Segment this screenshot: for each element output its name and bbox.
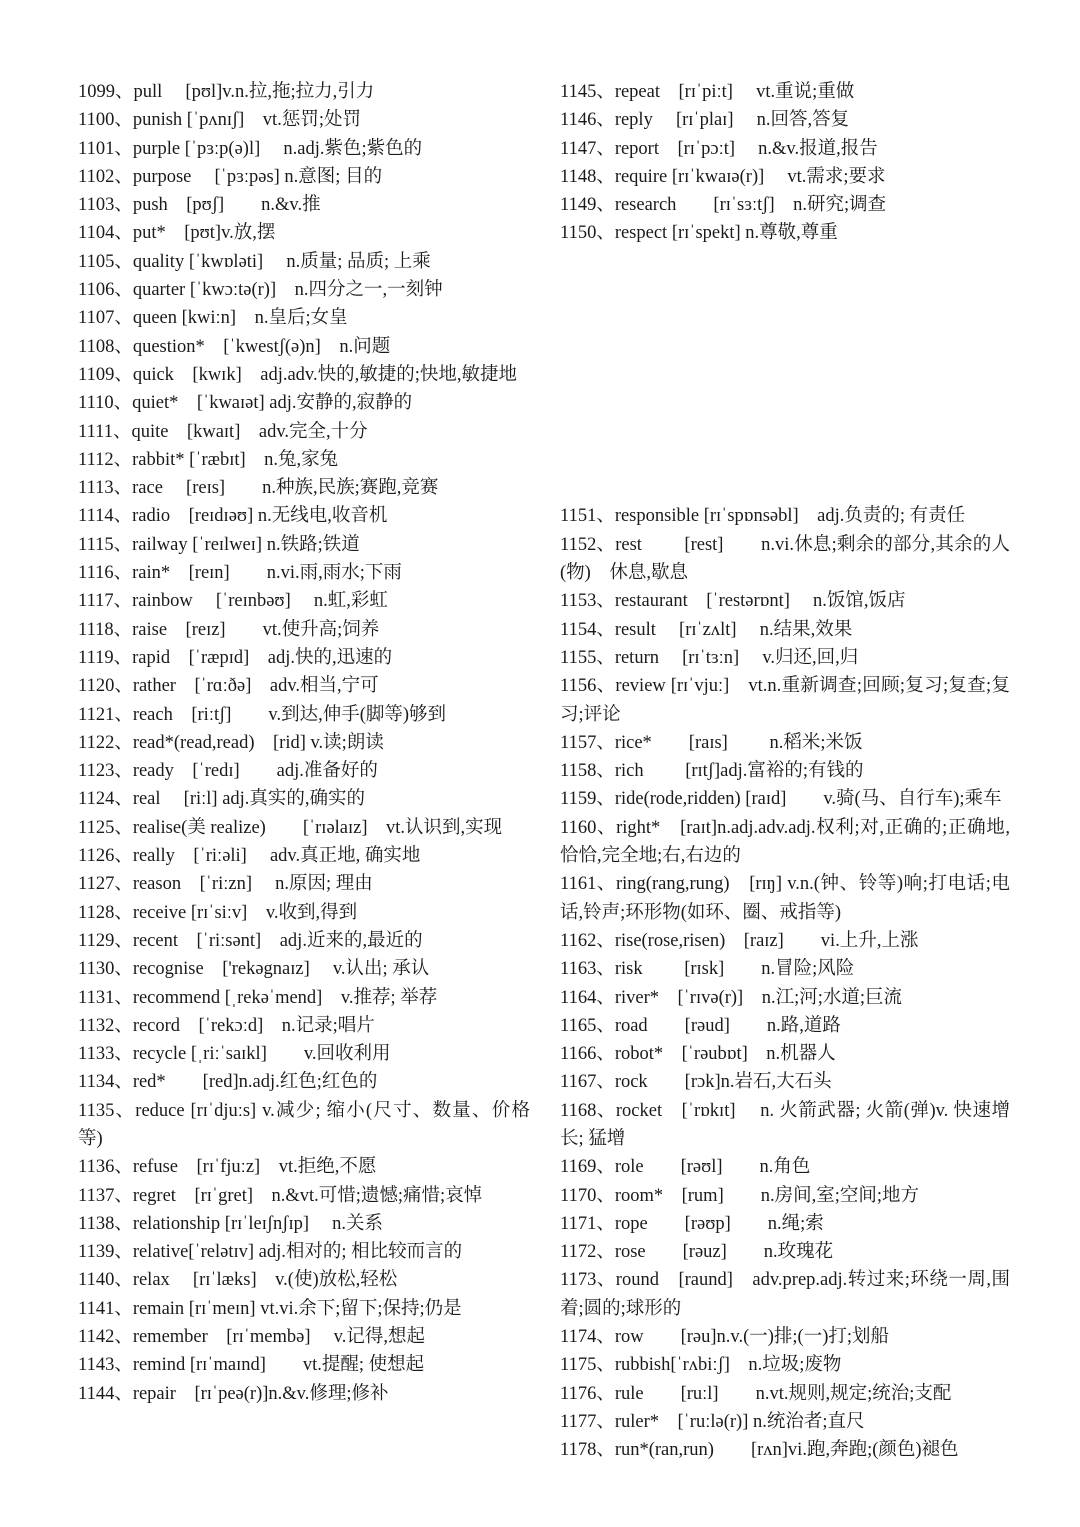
vocab-entry: 1174、row [rəu]n.v.(一)排;(一)打;划船 xyxy=(560,1327,889,1348)
vocab-entry: 1145、repeat [rɪˈpiːt] vt.重说;重做 xyxy=(560,82,855,102)
vocab-entry: 1169、role [rəʊl] n.角色 xyxy=(560,1157,811,1178)
vocab-entry: 1137、regret [rɪˈgret] n.&vt.可惜;遗憾;痛惜;哀悼 xyxy=(78,1185,483,1206)
vocab-entry: 1120、rather [ˈrɑːðə] adv.相当,宁可 xyxy=(78,676,379,697)
vocab-entry: 1160、right* [raɪt]n.adj.adv.adj.权利;对,正确的;正确地,恰恰,完全地;右,右边的 xyxy=(560,817,1010,867)
vocab-entry: 1118、raise [reɪz] vt.使升高;饲养 xyxy=(78,619,380,640)
vocab-entry: 1175、rubbish[ˈrʌbiːʃ] n.垃圾;废物 xyxy=(560,1355,842,1376)
vocab-entry: 1104、put* [pʊt]v.放,摆 xyxy=(78,223,276,244)
vocab-entry: 1131、recommend [ˌrekəˈmend] v.推荐; 举荐 xyxy=(78,987,438,1008)
right-top-group xyxy=(560,78,1010,248)
vocab-entry: 1163、risk [rɪsk] n.冒险;风险 xyxy=(560,959,855,980)
vocab-entry: 1127、reason [ˈriːzn] n.原因; 理由 xyxy=(78,874,373,895)
vocab-entry: 1099、pull [pʊl]v.n.拉,拖;拉力,引力 xyxy=(78,82,375,102)
vocab-entry: 1139、relative[ˈrelətɪv] adj.相对的; 相比较而言的 xyxy=(78,1242,463,1263)
vocab-entry: 1107、queen [kwiːn] n.皇后;女皇 xyxy=(78,308,348,329)
vocab-entry: 1133、recycle [ˌriːˈsaɪkl] v.回收利用 xyxy=(78,1044,391,1065)
vocab-entry: 1111、quite [kwaɪt] adv.完全,十分 xyxy=(78,421,368,442)
left-column xyxy=(78,78,530,1408)
vocab-entry: 1149、research [rɪˈsɜːtʃ] n.研究;调查 xyxy=(560,195,887,216)
vocab-entry: 1168、rocket [ˈrɒkɪt] n. 火箭武器; 火箭(弹)v. 快速增长; 猛增 xyxy=(560,1100,1010,1149)
vocab-entry: 1144、repair [rɪˈpeə(r)]n.&v.修理;修补 xyxy=(78,1383,389,1404)
vocab-entry: 1106、quarter [ˈkwɔːtə(r)] n.四分之一,一刻钟 xyxy=(78,280,443,301)
vocab-entry: 1156、review [rɪˈvjuː] vt.n.重新调查;回顾;复习;复查;复习;评论 xyxy=(560,676,1010,725)
vocab-entry: 1112、rabbit* [ˈræbɪt] n.兔,家兔 xyxy=(78,449,339,470)
vocab-entry: 1166、robot* [ˈrəubɒt] n.机器人 xyxy=(560,1044,836,1065)
vocab-entry: 1141、remain [rɪˈmeɪn] vt.vi.余下;留下;保持;仍是 xyxy=(78,1298,462,1319)
vocab-entry: 1114、radio [reɪdɪəʊ] n.无线电,收音机 xyxy=(78,506,388,527)
vocab-entry: 1135、reduce [rɪˈdjuːs] v.减少; 缩小(尺寸、数量、价格等) xyxy=(78,1100,530,1149)
vocab-entry: 1115、railway [ˈreɪlweɪ] n.铁路;铁道 xyxy=(78,534,360,555)
vocab-entry: 1121、reach [riːtʃ] v.到达,伸手(脚等)够到 xyxy=(78,704,447,725)
vocab-entry: 1150、respect [rɪˈspekt] n.尊敬,尊重 xyxy=(560,223,838,244)
vocab-entry: 1122、read*(read,read) [rid] v.读;朗读 xyxy=(78,732,384,753)
vocab-entry: 1113、race [reɪs] n.种族,民族;赛跑,竞赛 xyxy=(78,478,439,499)
vocab-entry: 1162、rise(rose,risen) [raɪz] vi.上升,上涨 xyxy=(560,930,919,951)
vocab-entry: 1108、question* [ˈkwestʃ(ə)n] n.问题 xyxy=(78,336,391,357)
vocab-entry: 1136、refuse [rɪˈfjuːz] vt.拒绝,不愿 xyxy=(78,1157,377,1178)
vocab-entry: 1165、road [rəud] n.路,道路 xyxy=(560,1015,841,1036)
vocab-entry: 1103、push [pʊʃ] n.&v.推 xyxy=(78,195,321,216)
vocab-entry: 1102、purpose [ˈpɜːpəs] n.意图; 目的 xyxy=(78,166,383,187)
vocab-entry: 1167、rock [rɔk]n.岩石,大石头 xyxy=(560,1072,832,1093)
vocab-entry: 1161、ring(rang,rung) [rɪŋ] v.n.(钟、铃等)响;打电话;电话,铃声;环形物(如环、圈、戒指等) xyxy=(560,874,1010,923)
vocab-entry: 1176、rule [ruːl] n.vt.规则,规定;统治;支配 xyxy=(560,1383,952,1404)
vocab-entry: 1125、realise(美 realize) [ˈrɪəlaɪz] vt.认识到,实现 xyxy=(78,817,503,838)
vocab-entry: 1130、recognise ['rekəgnaɪz] v.认出; 承认 xyxy=(78,959,430,980)
vocab-entry: 1159、ride(rode,ridden) [raɪd] v.骑(马、自行车);乘车 xyxy=(560,789,1002,810)
vocab-entry: 1143、remind [rɪˈmaɪnd] vt.提醒; 使想起 xyxy=(78,1355,425,1376)
vocab-entry: 1173、round [raund] adv.prep.adj.转过来;环绕一周,围着;圆的;球形的 xyxy=(560,1270,1010,1319)
vocab-entry: 1148、require [rɪˈkwaɪə(r)] vt.需求;要求 xyxy=(560,166,886,187)
vocab-entry: 1101、purple [ˈpɜːp(ə)l] n.adj.紫色;紫色的 xyxy=(78,138,423,159)
vocab-entry: 1128、receive [rɪˈsiːv] v.收到,得到 xyxy=(78,902,358,923)
vocab-entry: 1142、remember [rɪˈmembə] v.记得,想起 xyxy=(78,1327,425,1348)
vocab-entry: 1152、rest [rest] n.vi.休息;剩余的部分,其余的人(物) 休息,歇息 xyxy=(560,534,1010,584)
vocab-entry: 1178、run*(ran,run) [rʌn]vi.跑,奔跑;(颜色)褪色 xyxy=(560,1440,959,1461)
vocab-entry: 1155、return [rɪˈtɜːn] v.归还,回,归 xyxy=(560,647,859,668)
vocab-entry: 1153、restaurant [ˈrestərɒnt] n.饭馆,饭店 xyxy=(560,591,906,612)
vocab-entry: 1116、rain* [reɪn] n.vi.雨,雨水;下雨 xyxy=(78,563,402,584)
vocab-entry: 1124、real [riːl] adj.真实的,确实的 xyxy=(78,789,366,810)
vocab-entry: 1100、punish [ˈpʌnɪʃ] vt.惩罚;处罚 xyxy=(78,110,361,131)
vocab-entry: 1154、result [rɪˈzʌlt] n.结果,效果 xyxy=(560,619,853,640)
vocab-entry: 1126、really [ˈriːəli] adv.真正地, 确实地 xyxy=(78,846,421,867)
vocab-entry: 1109、quick [kwɪk] adj.adv.快的,敏捷的;快地,敏捷地 xyxy=(78,364,517,385)
vocab-entry: 1151、responsible [rɪˈspɒnsəbl] adj.负责的; 有责任 xyxy=(560,506,966,527)
vocab-entry: 1105、quality [ˈkwɒləti] n.质量; 品质; 上乘 xyxy=(78,251,431,272)
vocab-entry: 1110、quiet* [ˈkwaɪət] adj.安静的,寂静的 xyxy=(78,393,413,414)
vocab-entry: 1119、rapid [ˈræpɪd] adj.快的,迅速的 xyxy=(78,647,393,668)
column-gap xyxy=(560,248,1010,503)
right-column xyxy=(560,78,1010,1465)
vocab-entry: 1164、river* [ˈrɪvə(r)] n.江;河;水道;巨流 xyxy=(560,987,903,1008)
vocab-entry: 1123、ready [ˈredɪ] adj.准备好的 xyxy=(78,761,378,782)
right-bottom-group xyxy=(560,502,1010,1464)
vocab-entry: 1138、relationship [rɪˈleɪʃnʃɪp] n.关系 xyxy=(78,1213,384,1234)
vocab-entry: 1170、room* [rum] n.房间,室;空间;地方 xyxy=(560,1185,920,1206)
vocab-entry: 1146、reply [rɪˈplaɪ] n.回答,答复 xyxy=(560,110,850,131)
vocab-entry: 1129、recent [ˈriːsənt] adj.近来的,最近的 xyxy=(78,930,423,951)
vocab-entry: 1172、rose [rəuz] n.玫瑰花 xyxy=(560,1242,834,1263)
vocab-entry: 1158、rich [rɪtʃ]adj.富裕的;有钱的 xyxy=(560,761,864,782)
vocab-entry: 1171、rope [rəʊp] n.绳;索 xyxy=(560,1213,824,1234)
vocab-entry: 1134、red* [red]n.adj.红色;红色的 xyxy=(78,1072,378,1093)
vocab-entry: 1117、rainbow [ˈreɪnbəʊ] n.虹,彩虹 xyxy=(78,591,388,612)
vocab-entry: 1157、rice* [raɪs] n.稻米;米饭 xyxy=(560,732,863,753)
vocab-entry: 1132、record [ˈrekɔːd] n.记录;唱片 xyxy=(78,1015,375,1036)
vocab-entry: 1147、report [rɪˈpɔːt] n.&v.报道,报告 xyxy=(560,138,878,159)
vocab-entry: 1177、ruler* [ˈruːlə(r)] n.统治者;直尺 xyxy=(560,1411,865,1432)
vocab-entry: 1140、relax [rɪˈlæks] v.(使)放松,轻松 xyxy=(78,1270,398,1291)
